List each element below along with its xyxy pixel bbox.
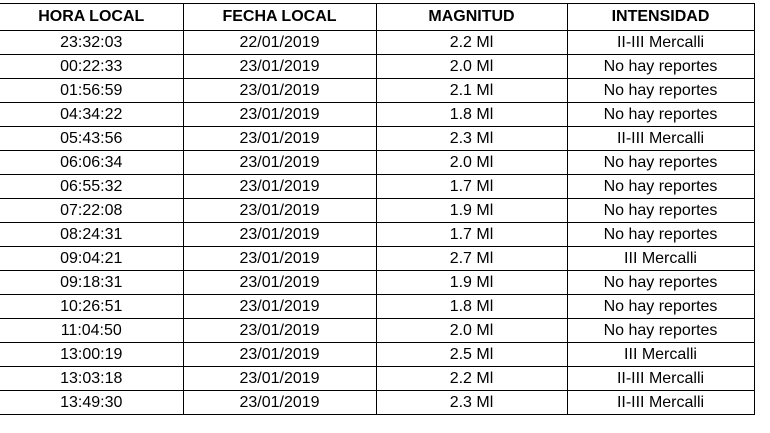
cell-intensidad: No hay reportes (567, 319, 754, 343)
cell-hora-local: 05:43:56 (0, 127, 183, 151)
cell-intensidad: II-III Mercalli (567, 391, 754, 415)
table-row (0, 223, 754, 247)
cell-magnitud: 1.8 Ml (376, 295, 567, 319)
cell-magnitud: 2.7 Ml (376, 247, 567, 271)
header-magnitud: MAGNITUD (376, 4, 567, 31)
earthquake-table (0, 3, 755, 415)
cell-magnitud: 2.2 Ml (376, 31, 567, 55)
cell-fecha-local: 22/01/2019 (183, 31, 376, 55)
cell-intensidad: II-III Mercalli (567, 31, 754, 55)
cell-intensidad: No hay reportes (567, 199, 754, 223)
table-row (0, 55, 754, 79)
cell-intensidad: No hay reportes (567, 55, 754, 79)
cell-fecha-local: 23/01/2019 (183, 103, 376, 127)
cell-hora-local: 13:03:18 (0, 367, 183, 391)
cell-intensidad: III Mercalli (567, 343, 754, 367)
table-header (0, 4, 754, 31)
cell-hora-local: 07:22:08 (0, 199, 183, 223)
cell-hora-local: 23:32:03 (0, 31, 183, 55)
cell-fecha-local: 23/01/2019 (183, 271, 376, 295)
cell-magnitud: 1.7 Ml (376, 223, 567, 247)
cell-fecha-local: 23/01/2019 (183, 151, 376, 175)
cell-magnitud: 1.7 Ml (376, 175, 567, 199)
cell-fecha-local: 23/01/2019 (183, 295, 376, 319)
cell-hora-local: 11:04:50 (0, 319, 183, 343)
cell-fecha-local: 23/01/2019 (183, 127, 376, 151)
cell-intensidad: No hay reportes (567, 103, 754, 127)
table-row (0, 367, 754, 391)
cell-magnitud: 2.1 Ml (376, 79, 567, 103)
header-intensidad: INTENSIDAD (567, 4, 754, 31)
cell-magnitud: 1.8 Ml (376, 103, 567, 127)
table-row (0, 151, 754, 175)
cell-hora-local: 09:04:21 (0, 247, 183, 271)
table-row (0, 295, 754, 319)
cell-magnitud: 2.0 Ml (376, 151, 567, 175)
table-body (0, 31, 754, 415)
cell-magnitud: 2.2 Ml (376, 367, 567, 391)
cell-magnitud: 2.3 Ml (376, 127, 567, 151)
cell-intensidad: No hay reportes (567, 271, 754, 295)
header-fecha-local: FECHA LOCAL (183, 4, 376, 31)
cell-hora-local: 08:24:31 (0, 223, 183, 247)
table-row (0, 199, 754, 223)
cell-magnitud: 2.5 Ml (376, 343, 567, 367)
cell-intensidad: II-III Mercalli (567, 127, 754, 151)
cell-fecha-local: 23/01/2019 (183, 199, 376, 223)
cell-fecha-local: 23/01/2019 (183, 223, 376, 247)
cell-intensidad: No hay reportes (567, 175, 754, 199)
cell-fecha-local: 23/01/2019 (183, 55, 376, 79)
table-row (0, 271, 754, 295)
cell-fecha-local: 23/01/2019 (183, 391, 376, 415)
cell-intensidad: No hay reportes (567, 295, 754, 319)
header-row (0, 4, 754, 31)
cell-intensidad: No hay reportes (567, 151, 754, 175)
table-row (0, 319, 754, 343)
table-row (0, 247, 754, 271)
cell-hora-local: 06:55:32 (0, 175, 183, 199)
table-row (0, 175, 754, 199)
cell-fecha-local: 23/01/2019 (183, 343, 376, 367)
cell-hora-local: 13:00:19 (0, 343, 183, 367)
cell-intensidad: II-III Mercalli (567, 367, 754, 391)
table-row (0, 79, 754, 103)
table-row (0, 343, 754, 367)
cell-fecha-local: 23/01/2019 (183, 175, 376, 199)
cell-hora-local: 09:18:31 (0, 271, 183, 295)
cell-fecha-local: 23/01/2019 (183, 367, 376, 391)
cell-hora-local: 06:06:34 (0, 151, 183, 175)
cell-hora-local: 01:56:59 (0, 79, 183, 103)
table-row (0, 127, 754, 151)
cell-hora-local: 13:49:30 (0, 391, 183, 415)
cell-magnitud: 2.0 Ml (376, 55, 567, 79)
cell-magnitud: 1.9 Ml (376, 271, 567, 295)
cell-intensidad: III Mercalli (567, 247, 754, 271)
cell-fecha-local: 23/01/2019 (183, 247, 376, 271)
cell-hora-local: 00:22:33 (0, 55, 183, 79)
cell-intensidad: No hay reportes (567, 79, 754, 103)
table-row (0, 391, 754, 415)
cell-fecha-local: 23/01/2019 (183, 319, 376, 343)
cell-magnitud: 2.3 Ml (376, 391, 567, 415)
table-row (0, 103, 754, 127)
cell-magnitud: 2.0 Ml (376, 319, 567, 343)
header-hora-local: HORA LOCAL (0, 4, 183, 31)
cell-magnitud: 1.9 Ml (376, 199, 567, 223)
cell-fecha-local: 23/01/2019 (183, 79, 376, 103)
table-row (0, 31, 754, 55)
cell-intensidad: No hay reportes (567, 223, 754, 247)
cell-hora-local: 04:34:22 (0, 103, 183, 127)
cell-hora-local: 10:26:51 (0, 295, 183, 319)
